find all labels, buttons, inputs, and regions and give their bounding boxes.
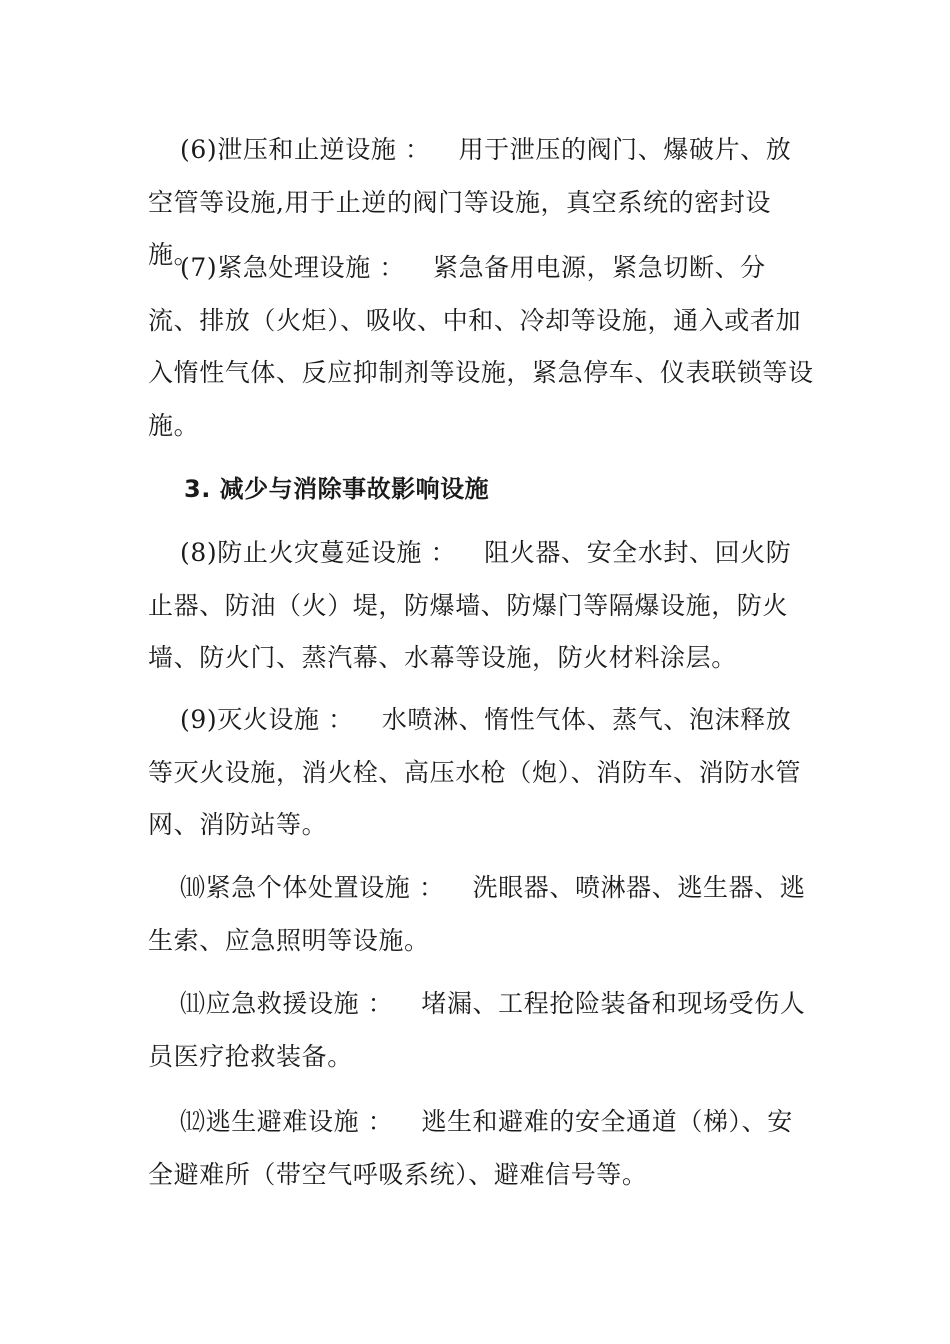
paragraph-item-8 xyxy=(148,527,816,685)
paragraph-item-7 xyxy=(148,242,816,452)
item-body: 紧急备用电源，紧急切断、分流、排放（火炬）、吸收、中和、冷却等设施，通入或者加入惰性气体、反应抑制剂等设施，紧急停车、仪表联锁等设施。 xyxy=(148,253,814,440)
item-body: 堵漏、工程抢险装备和现场受伤人员医疗抢救装备。 xyxy=(148,989,806,1071)
item-number: (7) xyxy=(180,253,218,282)
item-title: 应急救援设施 ： xyxy=(205,989,394,1018)
item-number: (9) xyxy=(180,705,218,734)
section-heading: 3. 减少与消除事故影响设施 xyxy=(184,475,490,503)
paragraph-item-11 xyxy=(148,978,816,1083)
item-number: (6) xyxy=(180,135,218,164)
item-number: ⑿ xyxy=(180,1107,206,1136)
paragraph-item-12 xyxy=(148,1096,816,1201)
item-title: 紧急个体处置设施 ： xyxy=(205,873,445,902)
paragraph-item-10 xyxy=(148,862,816,967)
item-body: 逃生和避难的安全通道（梯）、安全避难所（带空气呼吸系统）、避难信号等。 xyxy=(148,1107,793,1189)
item-number: (8) xyxy=(180,538,218,567)
item-title: 紧急处理设施 ： xyxy=(217,253,405,282)
item-title: 防止火灾蔓延设施 ： xyxy=(217,538,457,567)
item-number: ⑽ xyxy=(180,873,206,902)
item-title: 泄压和止逆设施 ： xyxy=(217,135,431,164)
item-body: 洗眼器、喷淋器、逃生器、逃生索、应急照明等设施。 xyxy=(148,873,806,955)
item-body: 用于泄压的阀门、爆破片、放空管等设施,用于止逆的阀门等设施，真空系统的密封设施。 xyxy=(148,135,792,269)
item-body: 水喷淋、惰性气体、蒸气、泡沫释放等灭火设施，消火栓、高压水枪（炮）、消防车、消防水管网、消防站等。 xyxy=(148,705,802,839)
item-title: 灭火设施 ： xyxy=(217,705,354,734)
paragraph-item-9 xyxy=(148,694,816,852)
item-body: 阻火器、安全水封、回火防止器、防油（火）堤，防爆墙、防爆门等隔爆设施，防火墙、防火门、蒸汽幕、水幕等设施，防火材料涂层。 xyxy=(148,538,792,672)
item-title: 逃生避难设施 ： xyxy=(205,1107,394,1136)
item-number: ⑾ xyxy=(180,989,206,1018)
